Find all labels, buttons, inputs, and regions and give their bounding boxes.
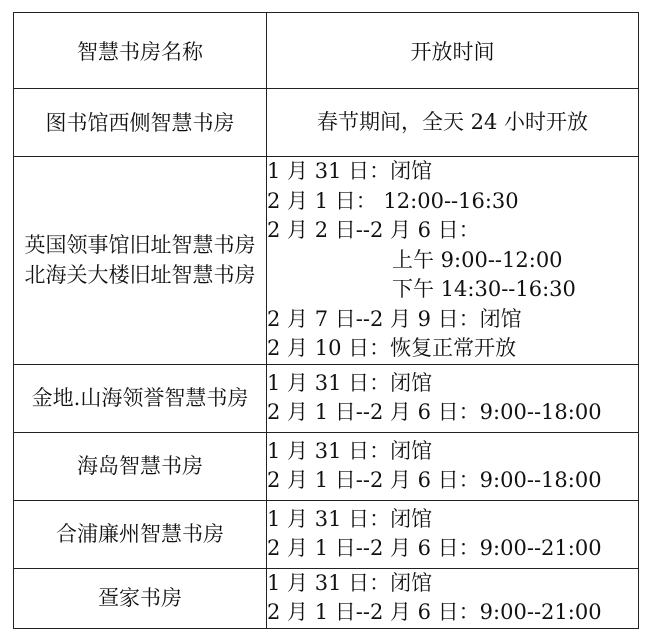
hours-line: 1 月 31 日：闭馆 bbox=[267, 438, 433, 463]
table-row bbox=[14, 500, 639, 568]
table-header-row bbox=[14, 13, 639, 89]
library-name: 金地.山海领誉智慧书房 bbox=[31, 386, 249, 410]
library-name: 合浦廉州智慧书房 bbox=[56, 522, 224, 546]
hours-cell bbox=[267, 432, 639, 500]
table-row bbox=[14, 364, 639, 432]
header-time: 开放时间 bbox=[267, 13, 639, 89]
table-row bbox=[14, 157, 639, 365]
library-name-cell bbox=[14, 157, 267, 365]
hours-cell bbox=[267, 89, 639, 157]
library-name-cell bbox=[14, 568, 267, 628]
hours-line: 1 月 31 日：闭馆 bbox=[267, 159, 433, 183]
library-name-cell bbox=[14, 500, 267, 568]
hours-line: 2 月 2 日--2 月 6 日： bbox=[267, 218, 480, 242]
table-row bbox=[14, 89, 639, 157]
hours-cell bbox=[267, 364, 639, 432]
hours-cell bbox=[267, 500, 639, 568]
header-name: 智慧书房名称 bbox=[14, 13, 267, 89]
hours-line: 下午 14:30--16:30 bbox=[392, 277, 576, 301]
library-name: 北海关大楼旧址智慧书房 bbox=[24, 263, 256, 288]
hours-line: 2 月 1 日--2 月 6 日：9:00--21:00 bbox=[267, 536, 602, 560]
hours-cell bbox=[267, 157, 639, 365]
hours-line: 1 月 31 日：闭馆 bbox=[267, 570, 433, 595]
library-name-cell bbox=[14, 89, 267, 157]
hours-line: 2 月 1 日： 12:00--16:30 bbox=[267, 188, 519, 213]
hours-line: 2 月 7 日--2 月 9 日：闭馆 bbox=[267, 306, 522, 331]
library-name: 图书馆西侧智慧书房 bbox=[45, 110, 235, 135]
table-row bbox=[14, 568, 639, 628]
library-name: 海岛智慧书房 bbox=[77, 454, 203, 478]
table-row bbox=[14, 432, 639, 500]
hours-line: 春节期间，全天 24 小时开放 bbox=[316, 109, 589, 134]
opening-hours-table bbox=[13, 12, 639, 629]
hours-line: 上午 9:00--12:00 bbox=[392, 247, 563, 272]
hours-line: 2 月 1 日--2 月 6 日：9:00--18:00 bbox=[267, 400, 602, 424]
library-name-cell bbox=[14, 432, 267, 500]
hours-line: 1 月 31 日：闭馆 bbox=[267, 370, 433, 395]
hours-cell bbox=[267, 568, 639, 628]
library-name-cell bbox=[14, 364, 267, 432]
hours-line: 2 月 1 日--2 月 6 日：9:00--21:00 bbox=[267, 600, 602, 624]
library-name: 疍家书房 bbox=[98, 586, 182, 610]
hours-line: 2 月 10 日：恢复正常开放 bbox=[267, 336, 517, 360]
hours-line: 2 月 1 日--2 月 6 日：9:00--18:00 bbox=[267, 468, 602, 492]
hours-line: 1 月 31 日：闭馆 bbox=[267, 506, 433, 531]
library-name: 英国领事馆旧址智慧书房 bbox=[24, 233, 256, 258]
